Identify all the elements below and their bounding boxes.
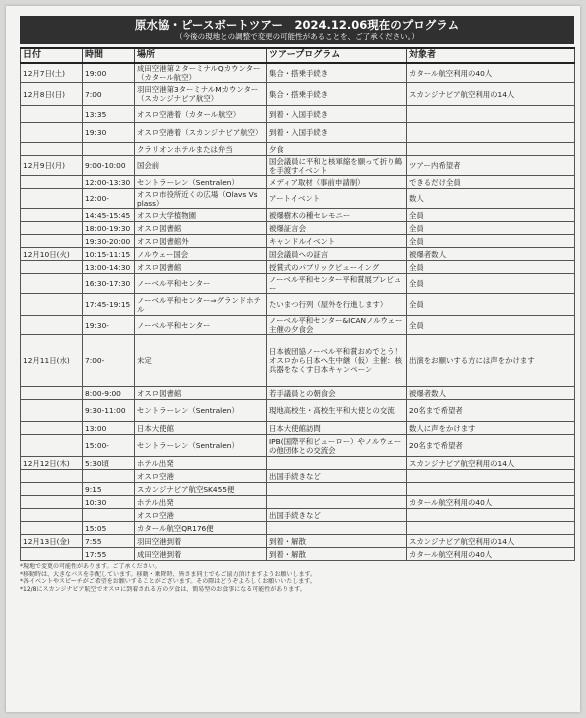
cell-place: セントラーレン（Sentralen） (135, 400, 267, 422)
cell-date (21, 274, 83, 294)
footnote: *各イベントやスピーチがご希望をお願いすることがございます。その際はどうぞよろしくお願いいたします。 (20, 578, 316, 586)
cell-program: 到着・入国手続き (267, 106, 407, 123)
cell-date: 12月11日(水) (21, 335, 83, 387)
cell-target: 全員 (407, 294, 575, 316)
cell-place: 羽田空港第3ターミナルMカウンター（スカンジナビア航空） (135, 83, 267, 106)
table-row (21, 470, 575, 483)
cell-target: 全員 (407, 222, 575, 235)
cell-target: カタール航空利用の40人 (407, 548, 575, 561)
table-row (21, 294, 575, 316)
cell-place: オスロ図書館外 (135, 235, 267, 248)
cell-time: 12:00-13:30 (83, 176, 135, 189)
cell-time (83, 143, 135, 156)
table-row (21, 535, 575, 548)
cell-target: 全員 (407, 274, 575, 294)
page-subtitle: （今後の現地との調整で変更の可能性があることを、ご了承ください。） (175, 32, 419, 41)
header-time: 時間 (83, 48, 135, 63)
cell-time: 19:00 (83, 63, 135, 83)
cell-date: 12月13日(金) (21, 535, 83, 548)
cell-time: 7:55 (83, 535, 135, 548)
cell-target: できるだけ全員 (407, 176, 575, 189)
table-row (21, 522, 575, 535)
table-row (21, 83, 575, 106)
cell-program: たいまつ行列（屋外を行進します） (267, 294, 407, 316)
cell-date: 12月8日(日) (21, 83, 83, 106)
cell-date (21, 483, 83, 496)
cell-time: 13:00 (83, 422, 135, 435)
table-row (21, 335, 575, 387)
header-place: 場所 (135, 48, 267, 63)
cell-place: セントラーレン（Sentralen） (135, 435, 267, 457)
cell-program: 集合・搭乗手続き (267, 63, 407, 83)
cell-time: 19:30 (83, 123, 135, 143)
cell-target: 被爆者数人 (407, 387, 575, 400)
footnote: *12/8にスカンジナビア航空でオスロに到着される方の夕食は、簡易型のお食事になる可能性があります。 (20, 585, 306, 593)
table-row (21, 422, 575, 435)
cell-time: 19:30-20:00 (83, 235, 135, 248)
cell-program: 到着・解散 (267, 535, 407, 548)
program-table (20, 47, 575, 561)
cell-target (407, 143, 575, 156)
cell-time: 12:00- (83, 189, 135, 209)
table-header-row (21, 48, 575, 63)
cell-place: ノルウェー国会 (135, 248, 267, 261)
cell-time: 13:00-14:30 (83, 261, 135, 274)
table-row (21, 222, 575, 235)
table-row (21, 483, 575, 496)
cell-target: 数人に声をかけます (407, 422, 575, 435)
footnote: *移動時は、大きなバスを手配しています。移動・乗降時、皆さま同士でもご協力頂けますようお願いします。 (20, 570, 317, 578)
table-row (21, 176, 575, 189)
program-table-body (21, 63, 575, 561)
cell-target: 20名まで希望者 (407, 435, 575, 457)
cell-date (21, 106, 83, 123)
cell-place: 日本大使館 (135, 422, 267, 435)
cell-time: 13:35 (83, 106, 135, 123)
cell-date (21, 209, 83, 222)
cell-date (21, 548, 83, 561)
cell-place: スカンジナビア航空SK455便 (135, 483, 267, 496)
cell-date (21, 261, 83, 274)
cell-target: 全員 (407, 235, 575, 248)
cell-program: 若手議員との朝食会 (267, 387, 407, 400)
cell-time: 18:00-19:30 (83, 222, 135, 235)
cell-date (21, 422, 83, 435)
cell-date (21, 522, 83, 535)
cell-target: 全員 (407, 261, 575, 274)
cell-time: 15:00- (83, 435, 135, 457)
table-row (21, 209, 575, 222)
header-date: 日付 (21, 48, 83, 63)
cell-target: 全員 (407, 316, 575, 335)
cell-time: 9:15 (83, 483, 135, 496)
cell-time: 17:45-19:15 (83, 294, 135, 316)
cell-place: オスロ空港着（スカンジナビア航空） (135, 123, 267, 143)
cell-time: 19:30- (83, 316, 135, 335)
cell-time: 10:30 (83, 496, 135, 509)
cell-place: オスロ空港 (135, 470, 267, 483)
cell-place: オスロ空港 (135, 509, 267, 522)
table-row (21, 400, 575, 422)
cell-place: ホテル出発 (135, 496, 267, 509)
cell-date (21, 294, 83, 316)
page-title: 原水協・ピースボートツアー 2024.12.06現在のプログラム (134, 18, 460, 32)
cell-place: オスロ図書館 (135, 387, 267, 400)
cell-date: 12月7日(土) (21, 63, 83, 83)
cell-target (407, 106, 575, 123)
cell-date (21, 143, 83, 156)
cell-date (21, 496, 83, 509)
cell-place: ノーベル平和センター⇒グランドホテル (135, 294, 267, 316)
cell-target (407, 470, 575, 483)
cell-time (83, 470, 135, 483)
header-target: 対象者 (407, 48, 575, 63)
cell-date: 12月12日(木) (21, 457, 83, 470)
table-row (21, 63, 575, 83)
cell-date (21, 222, 83, 235)
cell-date (21, 387, 83, 400)
footnote: *現地で変更の可能性があります。ご了承ください。 (20, 563, 161, 570)
cell-program: アートイベント (267, 189, 407, 209)
cell-place: ノーベル平和センター (135, 274, 267, 294)
cell-program (267, 457, 407, 470)
cell-place: カタール航空QR176便 (135, 522, 267, 535)
cell-date (21, 435, 83, 457)
table-row (21, 189, 575, 209)
cell-date (21, 123, 83, 143)
table-row (21, 274, 575, 294)
cell-target: 出演をお願いする方には声をかけます (407, 335, 575, 387)
cell-time: 9:00-10:00 (83, 156, 135, 176)
cell-program: ノーベル平和センター平和賞展プレビュー (267, 274, 407, 294)
cell-program: 日本大使館訪問 (267, 422, 407, 435)
table-row (21, 235, 575, 248)
cell-date: 12月10日(火) (21, 248, 83, 261)
cell-target: スカンジナビア航空利用の14人 (407, 83, 575, 106)
cell-target (407, 509, 575, 522)
cell-time: 8:00-9:00 (83, 387, 135, 400)
cell-target (407, 123, 575, 143)
cell-target: 数人 (407, 189, 575, 209)
table-row (21, 435, 575, 457)
table-row (21, 548, 575, 561)
cell-program: 到着・入国手続き (267, 123, 407, 143)
cell-place: 国会前 (135, 156, 267, 176)
cell-program: 被爆樹木の種セレモニー (267, 209, 407, 222)
cell-date (21, 400, 83, 422)
cell-program (267, 522, 407, 535)
cell-target: スカンジナビア航空利用の14人 (407, 535, 575, 548)
cell-program (267, 496, 407, 509)
program-sheet (6, 6, 580, 712)
cell-time (83, 509, 135, 522)
cell-date (21, 235, 83, 248)
cell-target (407, 522, 575, 535)
cell-target: 全員 (407, 209, 575, 222)
cell-time: 15:05 (83, 522, 135, 535)
cell-place: 羽田空港到着 (135, 535, 267, 548)
cell-program: 国会議員への証言 (267, 248, 407, 261)
cell-time: 16:30-17:30 (83, 274, 135, 294)
cell-place: セントラーレン（Sentralen） (135, 176, 267, 189)
cell-time: 5:30頃 (83, 457, 135, 470)
cell-target: ツアー内希望者 (407, 156, 575, 176)
cell-program: 現地高校生・高校生平和大使との交流 (267, 400, 407, 422)
cell-time: 9:30-11:00 (83, 400, 135, 422)
cell-place: オスロ市役所近くの広場（Olavs Vs plass） (135, 189, 267, 209)
cell-target: カタール航空利用の40人 (407, 496, 575, 509)
cell-date: 12月9日(月) (21, 156, 83, 176)
cell-program (267, 483, 407, 496)
cell-place: オスロ大学植物園 (135, 209, 267, 222)
cell-program: 出国手続きなど (267, 470, 407, 483)
cell-place: ノーベル平和センター (135, 316, 267, 335)
cell-place: オスロ空港着（カタール航空） (135, 106, 267, 123)
table-row (21, 387, 575, 400)
cell-program: ノーベル平和センター&ICANノルウェー主催の夕食会 (267, 316, 407, 335)
cell-date (21, 509, 83, 522)
cell-place: 成田空港第２ターミナルQカウンター（カタール航空） (135, 63, 267, 83)
cell-date (21, 189, 83, 209)
cell-program: 被爆証言会 (267, 222, 407, 235)
cell-target (407, 483, 575, 496)
table-row (21, 156, 575, 176)
cell-place: オスロ図書館 (135, 261, 267, 274)
cell-program: 集合・搭乗手続き (267, 83, 407, 106)
cell-time: 10:15-11:15 (83, 248, 135, 261)
table-row (21, 457, 575, 470)
cell-program: 出国手続きなど (267, 509, 407, 522)
cell-program: メディア取材（事前申請制） (267, 176, 407, 189)
cell-place: オスロ図書館 (135, 222, 267, 235)
table-row (21, 143, 575, 156)
table-row (21, 496, 575, 509)
cell-place: 未定 (135, 335, 267, 387)
table-row (21, 106, 575, 123)
cell-program: 到着・解散 (267, 548, 407, 561)
header-program: ツアープログラム (267, 48, 407, 63)
cell-target: 被爆者数人 (407, 248, 575, 261)
cell-time: 7:00- (83, 335, 135, 387)
cell-place: クラリオンホテルまたは弁当 (135, 143, 267, 156)
cell-time: 14:45-15:45 (83, 209, 135, 222)
cell-target: スカンジナビア航空利用の14人 (407, 457, 575, 470)
cell-program: 日本被団協ノーベル平和賞おめでとう！オスロから日本へ生中継（仮）主催：核兵器をなくす日本キャンペーン (267, 335, 407, 387)
table-row (21, 248, 575, 261)
footnotes (20, 563, 574, 593)
cell-date (21, 176, 83, 189)
cell-program: 国会議員に平和と核軍縮を願って折り鶴を手渡すイベント (267, 156, 407, 176)
cell-program: 授賞式のパブリックビューイング (267, 261, 407, 274)
cell-place: 成田空港到着 (135, 548, 267, 561)
cell-program: キャンドルイベント (267, 235, 407, 248)
cell-target: カタール航空利用の40人 (407, 63, 575, 83)
cell-program: IPB(国際平和ビューロー）やノルウェーの他団体との交流会 (267, 435, 407, 457)
cell-date (21, 316, 83, 335)
table-row (21, 123, 575, 143)
cell-date (21, 470, 83, 483)
cell-time: 7:00 (83, 83, 135, 106)
title-bar (20, 16, 574, 44)
table-row (21, 316, 575, 335)
cell-place: ホテル出発 (135, 457, 267, 470)
cell-time: 17:55 (83, 548, 135, 561)
table-row (21, 261, 575, 274)
cell-target: 20名まで希望者 (407, 400, 575, 422)
cell-program: 夕食 (267, 143, 407, 156)
table-row (21, 509, 575, 522)
